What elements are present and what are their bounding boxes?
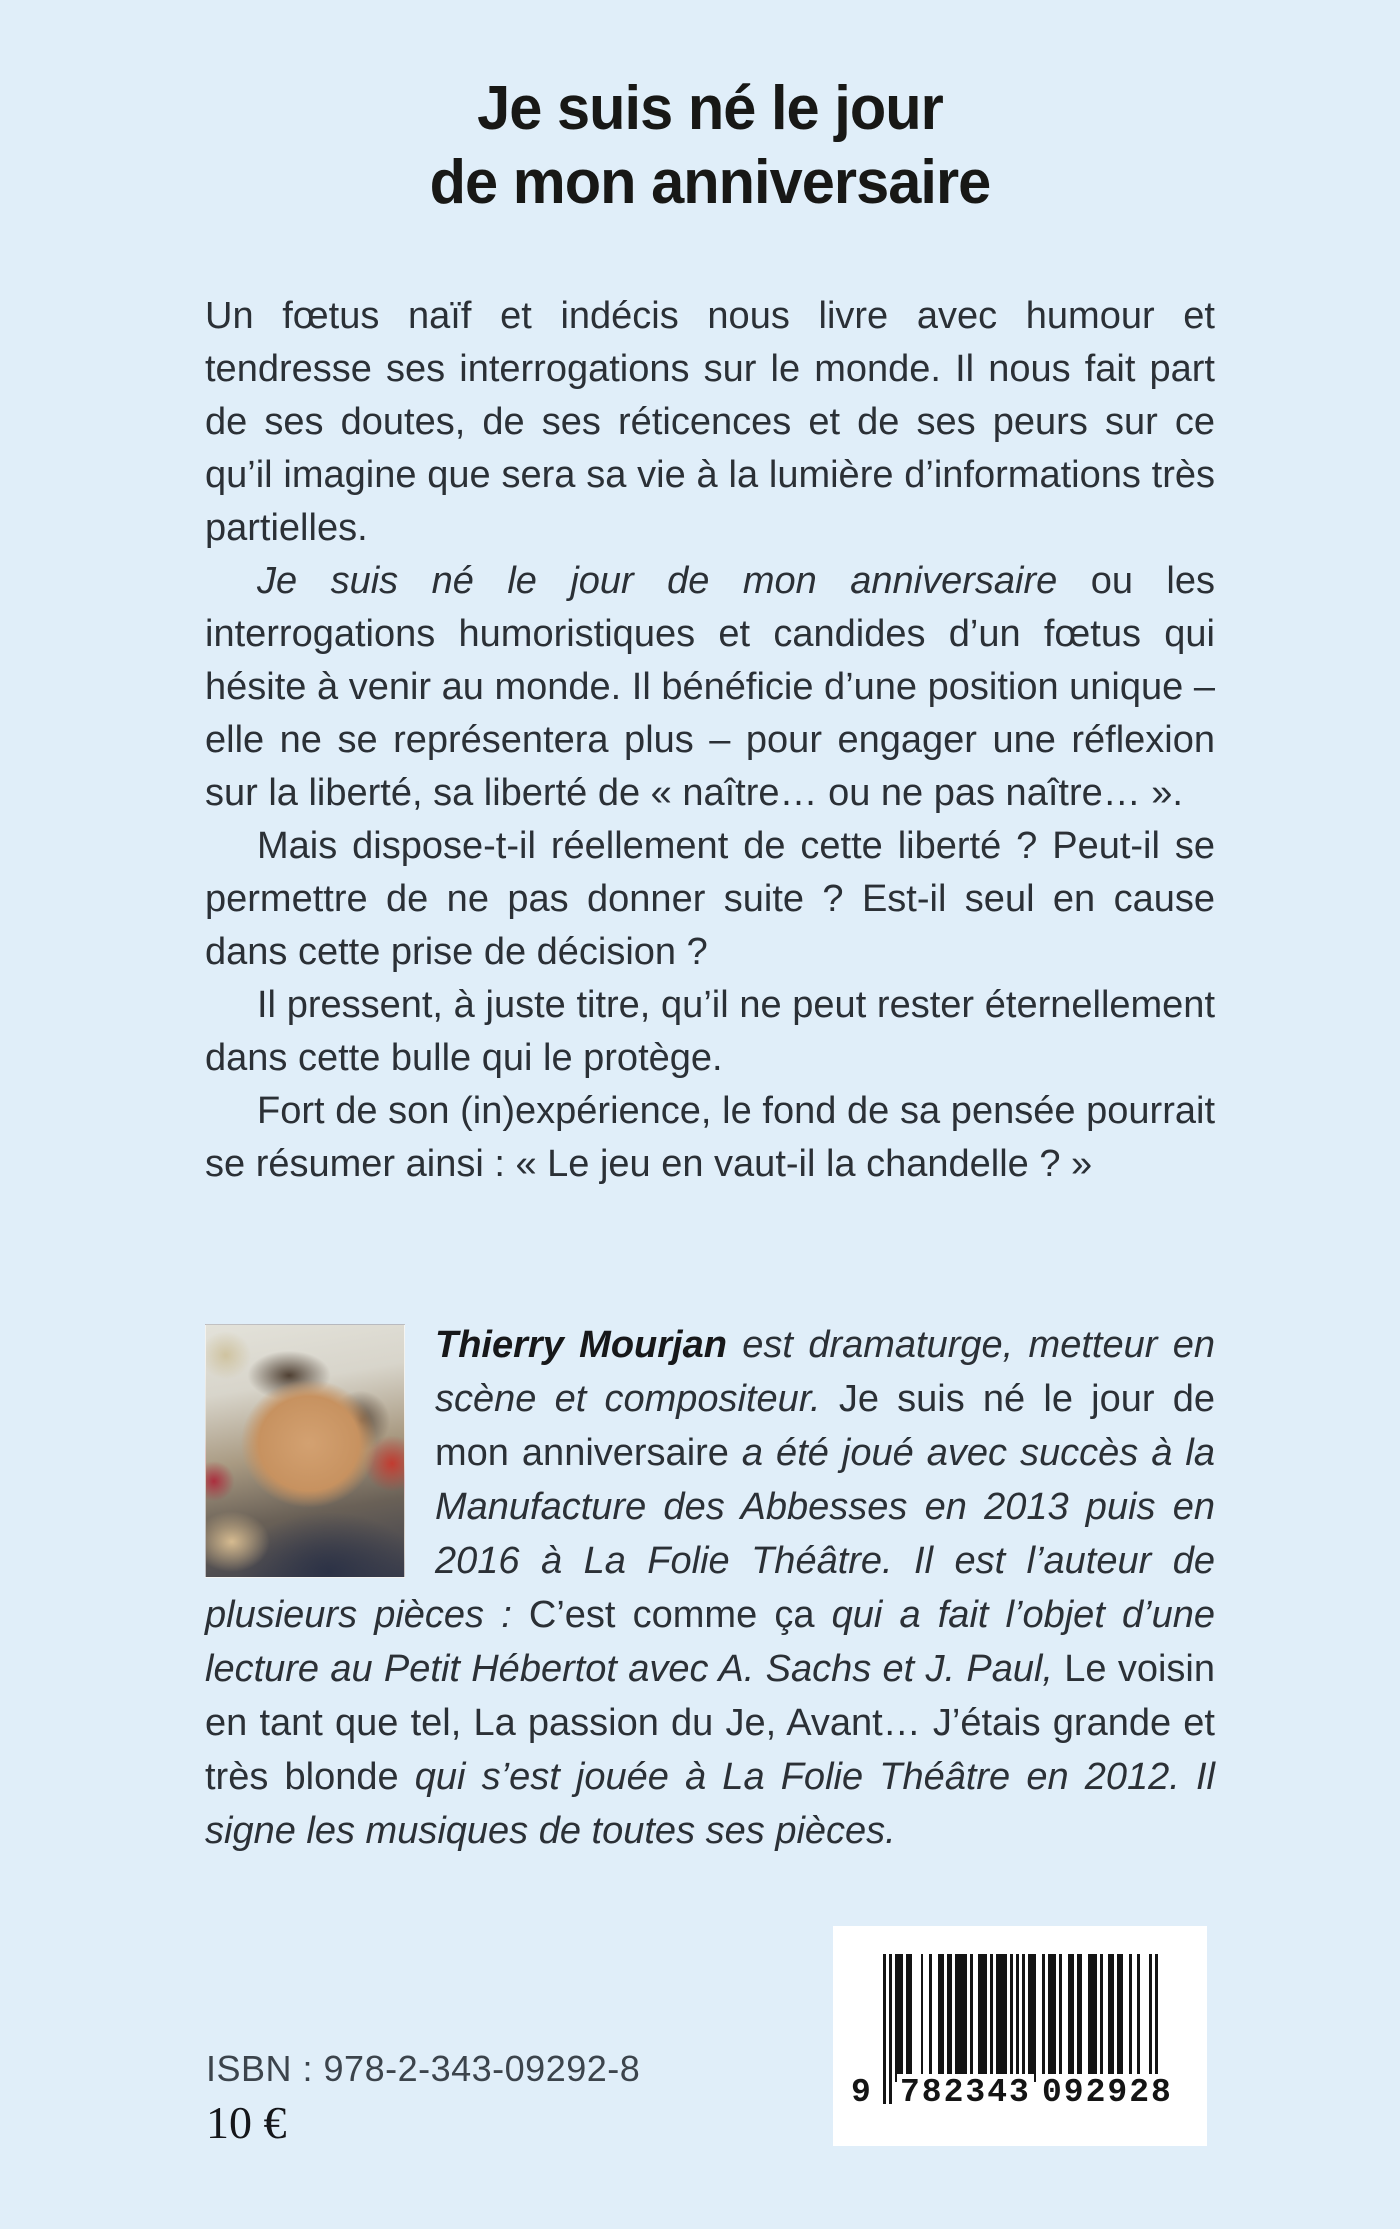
author-bio [205, 1318, 1215, 1858]
barcode-digits [833, 2072, 1207, 2118]
text-segment: Le voisin en tant que tel, La passion du Je, Avant… J’étais grande et très blonde [205, 1648, 1215, 1798]
barcode-digit-lead: 9 [851, 2074, 873, 2111]
text-segment: Un fœtus naïf et indécis nous livre avec humour et tendresse ses interrogations sur le monde. Il nous fait part de ses doutes, de ses réticences et de ses peurs sur ce qu’il imagine que sera sa vie à la lumière d’informations très partielles. [205, 295, 1215, 549]
price: 10 € [206, 2097, 287, 2148]
text-segment: a été joué avec succès à la Manufacture des Abbesses en 2013 puis en 2016 à La Folie Théâtre. Il est l’auteur de plusieurs pièces : [205, 1432, 1215, 1636]
synopsis-paragraph [205, 1085, 1215, 1191]
text-segment: est dramaturge, metteur en scène et compositeur. [435, 1324, 1215, 1420]
text-segment: Il pressent, à juste titre, qu’il ne peut rester éternellement dans cette bulle qui le protège. [205, 984, 1215, 1079]
isbn: ISBN : 978-2-343-09292-8 [206, 2048, 641, 2089]
text-segment: Je suis né le jour de mon anniversaire [257, 560, 1058, 602]
synopsis-text [205, 290, 1215, 1191]
synopsis-paragraph [205, 820, 1215, 979]
barcode [833, 1926, 1207, 2146]
text-segment: C’est comme ça [528, 1594, 815, 1636]
text-segment: Fort de son (in)expérience, le fond de sa pensée pourrait se résumer ainsi : « Le jeu en vaut-il la chandelle ? » [205, 1090, 1215, 1185]
book-title [205, 72, 1215, 220]
barcode-digit-group1: 782343 [897, 2074, 1034, 2111]
text-segment: qui a fait l’objet d’une lecture au Petit Hébertot avec A. Sachs et J. Paul, [205, 1594, 1215, 1690]
synopsis-paragraph [205, 290, 1215, 555]
text-segment: ou les interrogations humoristiques et candides d’un fœtus qui hésite à venir au monde. Il bénéficie d’une position unique – elle ne se représentera plus – pour engager une réflexion sur la liberté, sa liberté de « naître… ou ne pas naître… ». [205, 560, 1215, 814]
synopsis-paragraph [205, 555, 1215, 820]
text-segment: qui s’est jouée à La Folie Théâtre en 2012. Il signe les musiques de toutes ses pièces. [205, 1756, 1215, 1852]
author-photo [205, 1324, 405, 1578]
text-segment: Mais dispose-t-il réellement de cette liberté ? Peut-il se permettre de ne pas donner suite ? Est-il seul en cause dans cette prise de décision ? [205, 825, 1215, 973]
barcode-digit-group2: 092928 [1039, 2074, 1176, 2111]
book-title-line2: de mon anniversaire [429, 148, 991, 217]
synopsis-paragraph [205, 979, 1215, 1085]
book-title-line1: Je suis né le jour [477, 74, 943, 143]
text-segment: Thierry Mourjan [435, 1324, 727, 1366]
text-segment: Je suis né le jour de mon anniversaire [435, 1378, 1215, 1474]
